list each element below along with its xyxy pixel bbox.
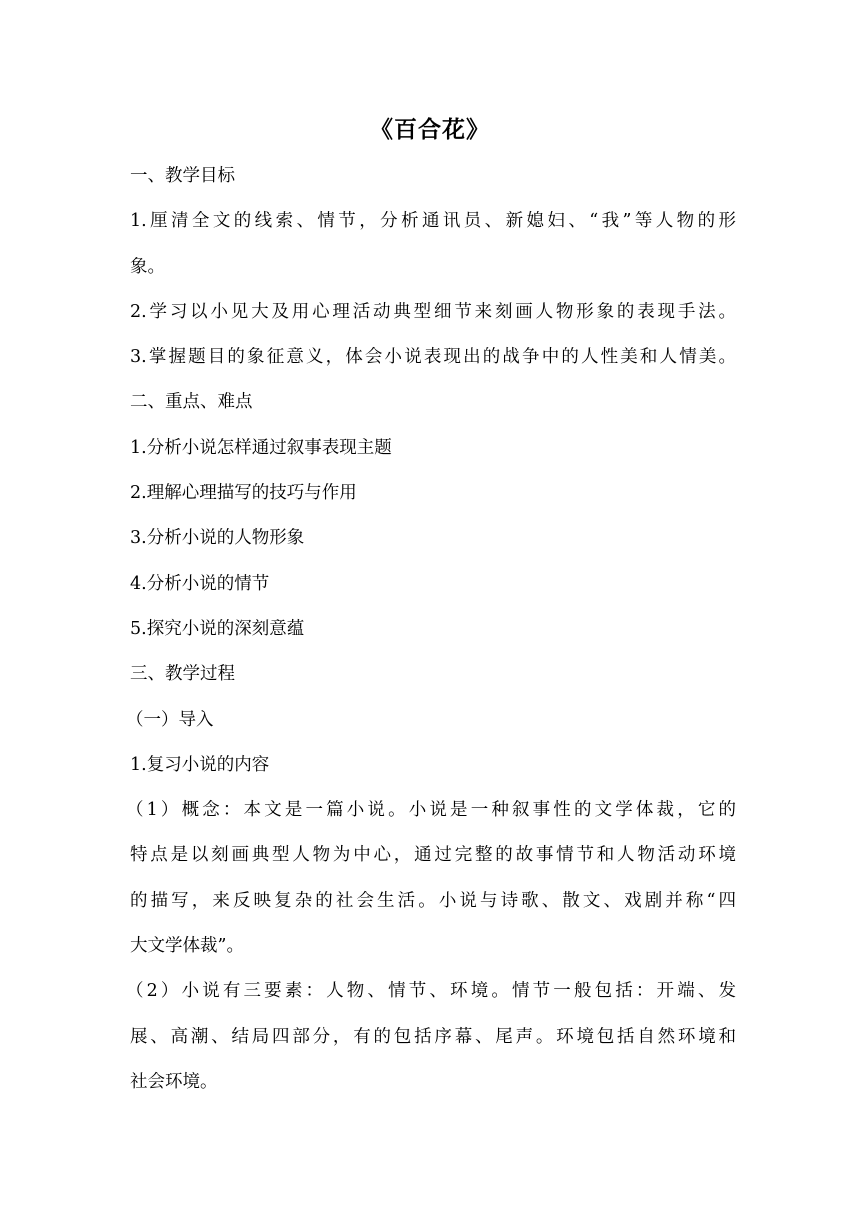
paragraph-line: （1）概念：本文是一篇小说。小说是一种叙事性的文学体裁，它的 — [126, 800, 736, 821]
paragraph-line: 2.学习以小见大及用心理活动典型细节来刻画人物形象的表现手法。 — [130, 301, 736, 322]
list-item: 5.探究小说的深刻意蕴 — [130, 618, 305, 639]
paragraph-line: 特点是以刻画典型人物为中心，通过完整的故事情节和人物活动环境 — [130, 845, 736, 866]
paragraph-line: 展、高潮、结局四部分，有的包括序幕、尾声。环境包括自然环境和 — [130, 1026, 736, 1047]
paragraph-line: 3.掌握题目的象征意义，体会小说表现出的战争中的人性美和人情美。 — [130, 347, 736, 368]
paragraph-line: 的描写，来反映复杂的社会生活。小说与诗歌、散文、戏剧并称“四 — [130, 890, 736, 911]
paragraph-line: （2）小说有三要素：人物、情节、环境。情节一般包括：开端、发 — [126, 981, 736, 1002]
document-body — [126, 154, 736, 1105]
paragraph-line: 1.厘清全文的线索、情节，分析通讯员、新媳妇、“我”等人物的形 — [130, 211, 736, 232]
section-heading-teaching-process: 三、教学过程 — [130, 664, 235, 685]
list-item: 1.分析小说怎样通过叙事表现主题 — [130, 437, 392, 458]
list-item: 3.分析小说的人物形象 — [130, 528, 305, 549]
list-item: 1.复习小说的内容 — [130, 754, 270, 775]
list-item: 2.理解心理描写的技巧与作用 — [130, 483, 357, 504]
document-title: 《百合花》 — [370, 117, 490, 143]
paragraph-line: 社会环境。 — [130, 1071, 218, 1092]
section-heading-teaching-goals: 一、教学目标 — [130, 166, 235, 186]
subsection-heading: （一）导入 — [126, 709, 214, 730]
list-item: 4.分析小说的情节 — [130, 573, 270, 594]
section-heading-key-points: 二、重点、难点 — [130, 392, 253, 413]
paragraph-line: 大文学体裁”。 — [130, 936, 244, 957]
paragraph-line: 象。 — [130, 256, 165, 277]
